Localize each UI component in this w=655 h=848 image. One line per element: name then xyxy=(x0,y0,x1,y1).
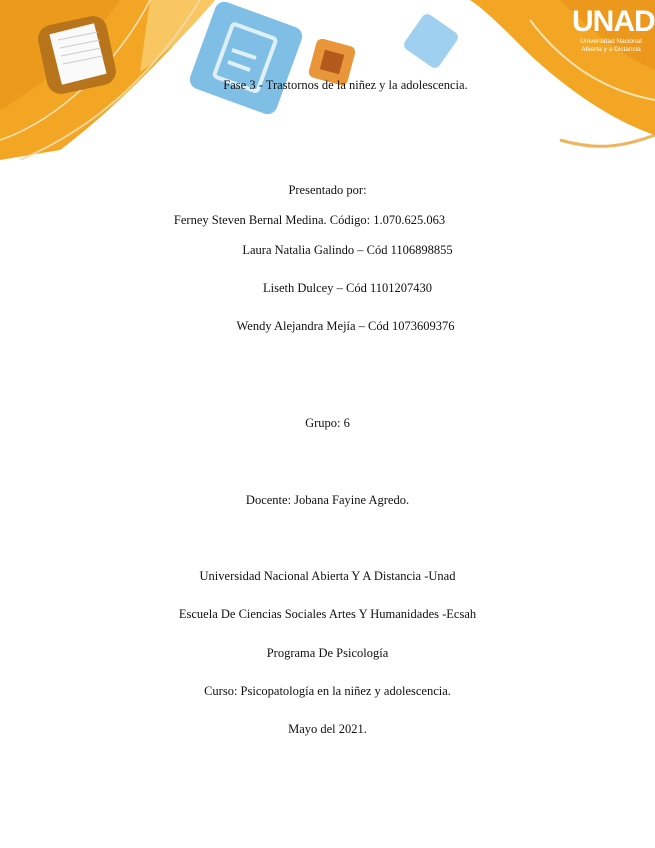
author-1: Ferney Steven Bernal Medina. Código: 1.070.625.063 xyxy=(173,213,446,227)
school-name: Escuela De Ciencias Sociales Artes Y Humanidades -Ecsah xyxy=(178,607,477,621)
author-2: Laura Natalia Galindo – Cód 1106898855 xyxy=(242,243,453,257)
tile-decoration xyxy=(402,12,460,70)
group-number: Grupo: 6 xyxy=(305,416,350,430)
university-name: Universidad Nacional Abierta Y A Distancia -Unad xyxy=(199,569,456,583)
teacher-name: Docente: Jobana Fayine Agredo. xyxy=(245,493,410,507)
submission-date: Mayo del 2021. xyxy=(288,722,367,736)
document-title: Fase 3 - Trastornos de la niñez y la adolescencia. xyxy=(223,78,468,92)
author-3: Liseth Dulcey – Cód 1101207430 xyxy=(263,281,432,295)
course-name: Curso: Psicopatología en la niñez y adolescencia. xyxy=(204,684,451,698)
author-4: Wendy Alejandra Mejía – Cód 1073609376 xyxy=(236,319,455,333)
unad-logo: UNAD Universidad Nacional Abierta y a Distancia xyxy=(572,5,655,53)
program-name: Programa De Psicología xyxy=(266,646,389,660)
presented-by-label: Presentado por: xyxy=(288,183,367,197)
clipboard-icon xyxy=(187,0,305,117)
